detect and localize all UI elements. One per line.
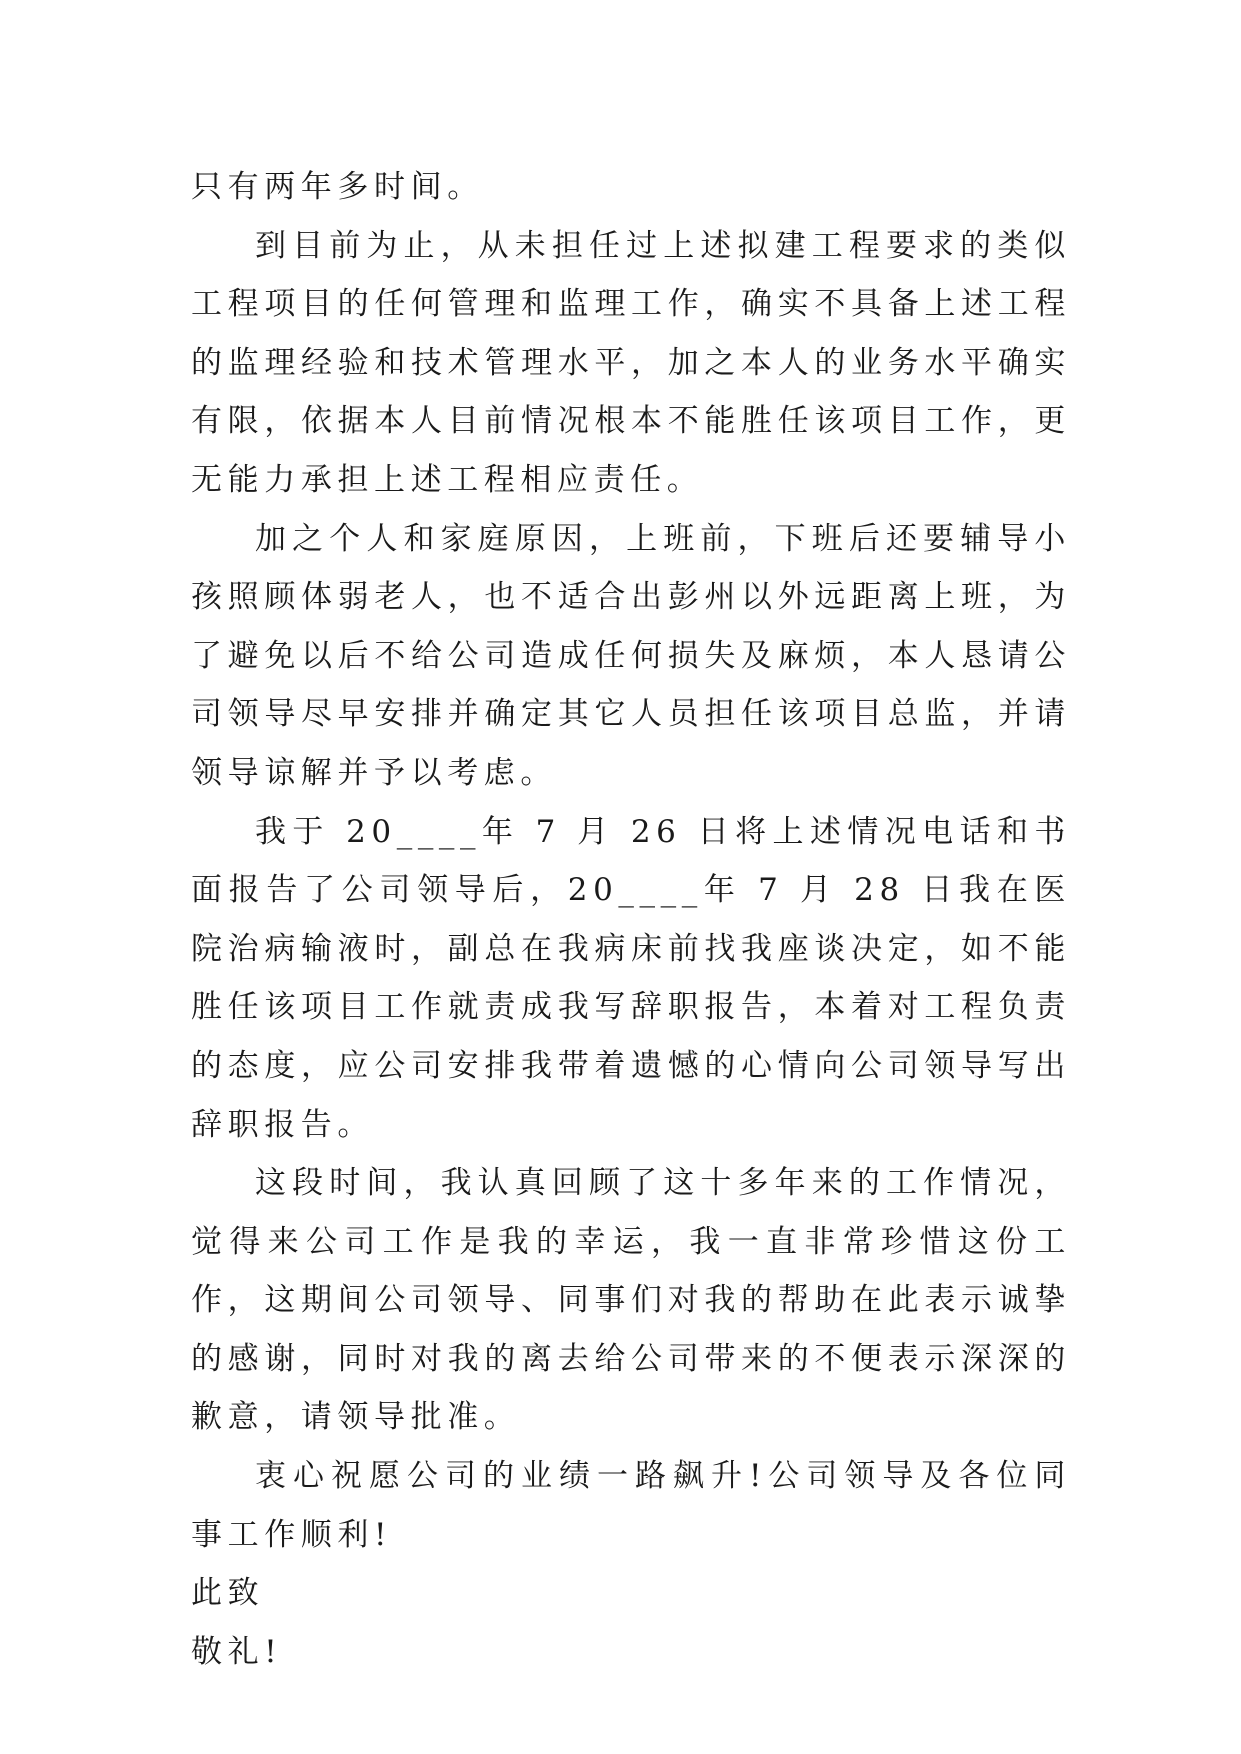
closing-salutation: 此致 xyxy=(191,1575,265,1612)
paragraph-experience: 到目前为止，从未担任过上述拟建工程要求的类似工程项目的任何管理和监理工作，确实不具备上述工程的监理经验和技术管理水平，加之本人的业务水平确实有限，依据本人目前情况根本不能胜任该项目工作，更无能力承担上述工程相应责任。 xyxy=(191,227,1071,498)
paragraph-gratitude: 这段时间，我认真回顾了这十多年来的工作情况，觉得来公司工作是我的幸运，我一直非常珍惜这份工作，这期间公司领导、同事们对我的帮助在此表示诚挚的感谢，同时对我的离去给公司带来的不便表示深深的歉意，请领导批准。 xyxy=(191,1165,1071,1436)
paragraph-continuation: 只有两年多时间。 xyxy=(191,169,484,205)
paragraph-report-history: 我于 20____年 7 月 26 日将上述情况电话和书面报告了公司领导后，20____年 7 月 28 日我在医院治病输液时，副总在我病床前找我座谈决定，如不能胜任该项目工作就责成我写辞职报告，本着对工程负责的态度，应公司安排我带着遗憾的心情向公司领导写出辞职报告。 xyxy=(191,813,1071,1143)
closing-regards: 敬礼! xyxy=(191,1633,283,1670)
letter-body xyxy=(191,158,1071,1681)
paragraph-family-reasons: 加之个人和家庭原因，上班前，下班后还要辅导小孩照顾体弱老人，也不适合出彭州以外远距离上班，为了避免以后不给公司造成任何损失及麻烦，本人恳请公司领导尽早安排并确定其它人员担任该项目总监，并请领导谅解并予以考虑。 xyxy=(191,520,1071,791)
paragraph-wishes: 衷心祝愿公司的业绩一路飙升!公司领导及各位同事工作顺利! xyxy=(191,1458,1071,1553)
